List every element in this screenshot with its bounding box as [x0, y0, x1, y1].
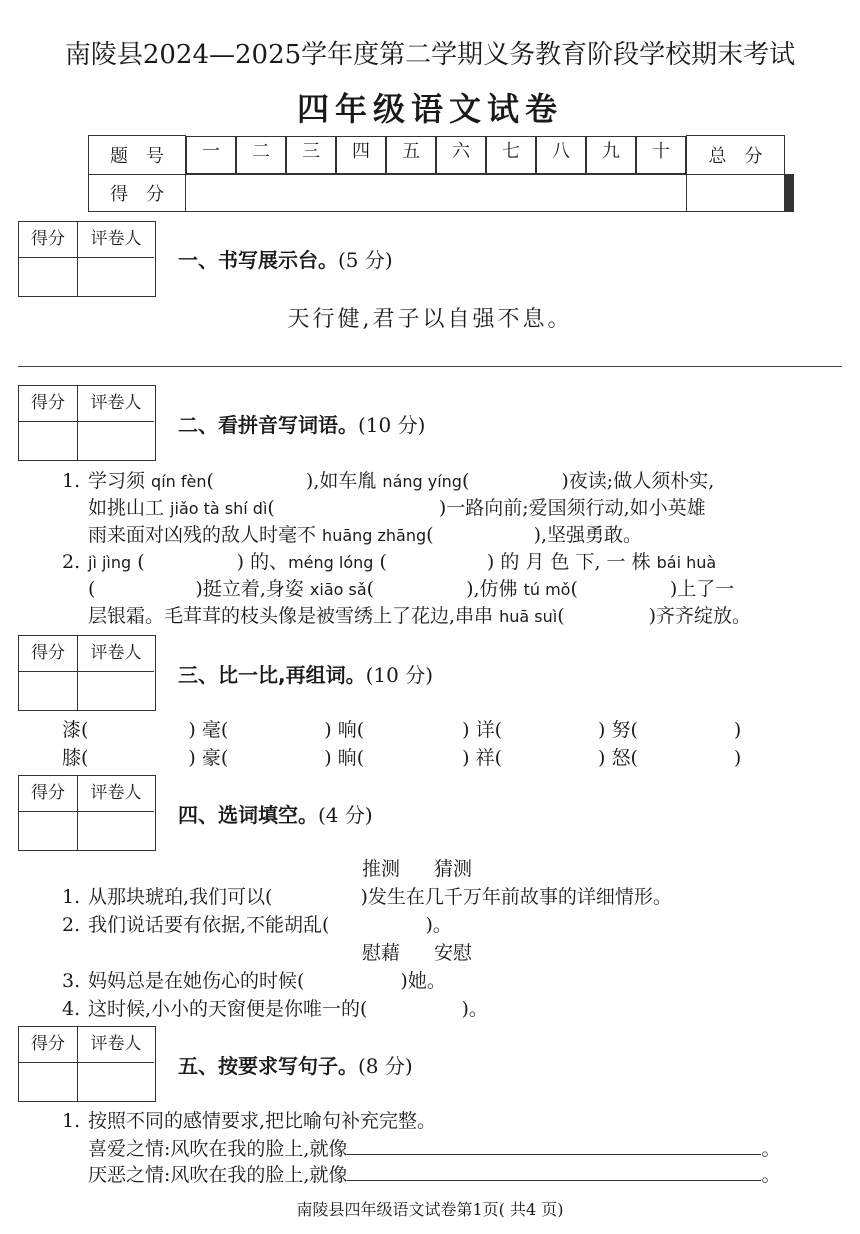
- grader-reviewer-cell[interactable]: [78, 1063, 154, 1101]
- score-table-col: 五: [386, 136, 436, 174]
- text: 层银霜。毛茸茸的枝头像是被雪绣上了花边,串串: [88, 605, 500, 627]
- pinyin: jiǎo tà shí dì: [170, 499, 268, 518]
- text: 。: [761, 1164, 781, 1186]
- score-table-col: 十: [636, 136, 686, 174]
- grader-score-label: 得分: [19, 636, 78, 672]
- word-choices-2: [362, 940, 472, 966]
- score-table-col: 一: [186, 136, 236, 174]
- q4-3: [62, 968, 446, 994]
- score-table-col: 四: [336, 136, 386, 174]
- q2-2-line-3: [88, 603, 751, 630]
- question-number: 2.: [62, 551, 81, 573]
- text: )她。: [400, 970, 446, 992]
- grader-score-cell[interactable]: [19, 1063, 78, 1101]
- question-number: 1.: [62, 1110, 81, 1132]
- text: ) 的 月 色 下, 一 株: [486, 551, 657, 573]
- text: 这时候,小小的天窗便是你唯一的(: [88, 998, 368, 1020]
- paren: (: [570, 578, 578, 600]
- text: )一路向前;爱国须行动,如小英雄: [438, 497, 706, 519]
- section-2-heading: [178, 409, 425, 438]
- text: )。: [461, 998, 488, 1020]
- section-1-title: 一、书写展示台。: [178, 248, 338, 272]
- grader-reviewer-label: 评卷人: [78, 636, 154, 672]
- pinyin: tú mǒ: [523, 580, 571, 599]
- text: 。: [761, 1138, 781, 1160]
- question-number: 4.: [62, 998, 81, 1020]
- pinyin: jì jìng: [88, 553, 132, 572]
- grader-score-label: 得分: [19, 386, 78, 422]
- text: )发生在几千万年前故事的详细情形。: [360, 886, 672, 908]
- q5-1: [62, 1108, 436, 1134]
- text: )挺立着,身姿: [195, 578, 310, 600]
- paper-title: 四年级语文试卷: [296, 90, 563, 128]
- char-prompt: ) 毫(: [188, 719, 229, 741]
- section-4-points: (4 分): [318, 803, 373, 827]
- paren: (: [557, 605, 565, 627]
- score-table-label-score: 得 分: [89, 174, 186, 211]
- q2-2-line-1: [62, 549, 716, 576]
- char-prompt: ) 努(: [598, 719, 638, 741]
- text: )夜读;做人须朴实,: [561, 470, 715, 492]
- paren: (: [131, 551, 145, 573]
- text: 喜爱之情:风吹在我的脸上,就像: [88, 1138, 348, 1160]
- question-number: 2.: [62, 914, 81, 936]
- question-number: 1.: [62, 886, 81, 908]
- char-prompt: 漆(: [62, 719, 89, 741]
- text: 雨来面对凶残的敌人时毫不: [88, 524, 323, 546]
- text: )齐齐绽放。: [648, 605, 752, 627]
- text: 我们说话要有依据,不能胡乱(: [88, 914, 330, 936]
- score-table: [88, 135, 794, 212]
- score-table-label-question: 题 号: [89, 136, 186, 175]
- section-4-heading: [178, 799, 373, 828]
- char-prompt: ): [733, 747, 742, 769]
- pinyin: bái huà: [656, 553, 717, 572]
- text: 按照不同的感情要求,把比喻句补充完整。: [88, 1110, 437, 1132]
- score-table-total: 总 分: [687, 136, 785, 175]
- score-table-col: 二: [236, 136, 286, 174]
- grader-reviewer-label: 评卷人: [78, 386, 154, 422]
- q4-1: [62, 884, 672, 910]
- grader-box-5: [18, 1026, 156, 1102]
- pinyin: méng lóng: [288, 553, 374, 572]
- q2-2-line-2: [88, 576, 734, 603]
- grader-reviewer-cell[interactable]: [78, 422, 154, 460]
- score-cell[interactable]: [186, 174, 687, 211]
- word-choice: 猜测: [434, 858, 473, 880]
- pinyin: qín fèn: [151, 472, 207, 491]
- text: ),仿佛: [466, 578, 524, 600]
- paren: (: [267, 497, 275, 519]
- score-table-col: 七: [486, 136, 536, 174]
- section-3-title: 三、比一比,再组词。: [178, 663, 366, 687]
- score-table-col: 九: [586, 136, 636, 174]
- grader-score-cell[interactable]: [19, 258, 78, 296]
- section-5-heading: [178, 1050, 413, 1079]
- grader-score-cell[interactable]: [19, 422, 78, 460]
- text: 学习须: [88, 470, 152, 492]
- text: ),坚强勇敢。: [533, 524, 643, 546]
- score-cell[interactable]: [687, 174, 785, 211]
- section-5-points: (8 分): [358, 1054, 413, 1078]
- question-number: 3.: [62, 970, 81, 992]
- text: 妈妈总是在她伤心的时候(: [88, 970, 305, 992]
- char-prompt: ) 响(: [324, 719, 365, 741]
- exam-title: 南陵县2024—2025学年度第二学期义务教育阶段学校期末考试: [64, 40, 796, 70]
- q2-1-line-2: [88, 495, 706, 522]
- score-table-col: 六: [436, 136, 486, 174]
- word-choice: 推测: [362, 858, 401, 880]
- section-5-title: 五、按要求写句子。: [178, 1054, 358, 1078]
- text: )。: [425, 914, 452, 936]
- text: 如挑山工: [88, 497, 171, 519]
- paren: (: [88, 578, 96, 600]
- text: 厌恶之情:风吹在我的脸上,就像: [88, 1164, 348, 1186]
- grader-reviewer-cell[interactable]: [78, 258, 154, 296]
- paren: (: [373, 551, 387, 573]
- pinyin: náng yíng: [382, 472, 462, 491]
- word-choice: 安慰: [434, 942, 473, 964]
- grader-reviewer-cell[interactable]: [78, 672, 154, 710]
- pinyin: xiāo sǎ: [309, 580, 367, 599]
- grader-reviewer-label: 评卷人: [78, 222, 154, 258]
- q2-1-line-1: [62, 468, 714, 495]
- char-prompt: 膝(: [62, 747, 89, 769]
- compare-row-2: [62, 745, 741, 771]
- answer-line[interactable]: [347, 1162, 761, 1181]
- char-prompt: ): [733, 719, 742, 741]
- motto-text: 天行健,君子以自强不息。: [287, 307, 573, 332]
- paren: (: [366, 578, 375, 600]
- grader-reviewer-label: 评卷人: [78, 1027, 154, 1063]
- char-prompt: ) 详(: [462, 719, 503, 741]
- pinyin: huā suì: [499, 607, 558, 626]
- grader-box-2: [18, 385, 156, 461]
- pinyin: huāng zhāng: [322, 526, 427, 545]
- answer-line[interactable]: [347, 1136, 761, 1155]
- divider: [18, 366, 842, 367]
- q4-4: [62, 996, 488, 1022]
- page-footer: 南陵县四年级语文试卷第1页( 共4 页): [296, 1200, 564, 1219]
- q5-1-disgust: [88, 1162, 780, 1188]
- q2-1-line-3: [88, 522, 642, 549]
- char-prompt: ) 晌(: [324, 747, 365, 769]
- char-prompt: ) 祥(: [462, 747, 503, 769]
- section-3-points: (10 分): [365, 663, 434, 687]
- q4-2: [62, 912, 452, 938]
- word-choice: 慰藉: [362, 942, 401, 964]
- char-prompt: ) 豪(: [188, 747, 229, 769]
- char-prompt: ) 怒(: [598, 747, 638, 769]
- text: )上了一: [669, 578, 735, 600]
- grader-box-3: [18, 635, 156, 711]
- section-2-points: (10 分): [358, 413, 426, 437]
- paren: (: [461, 470, 470, 492]
- score-table-col: 三: [286, 136, 336, 174]
- score-table-header-row: [89, 136, 794, 175]
- section-1-points: (5 分): [338, 248, 393, 272]
- text: ),如车胤: [305, 470, 383, 492]
- grader-score-label: 得分: [19, 222, 78, 258]
- grader-box-1: [18, 221, 156, 297]
- grader-reviewer-cell[interactable]: [78, 812, 154, 850]
- question-number: 1.: [62, 470, 81, 492]
- score-cell-total[interactable]: [793, 174, 794, 211]
- section-2-title: 二、看拼音写词语。: [178, 413, 358, 437]
- score-table-score-row: [89, 174, 794, 211]
- grader-box-4: [18, 775, 156, 851]
- section-3-heading: [178, 659, 433, 688]
- q5-1-affection: [88, 1136, 780, 1162]
- grader-score-label: 得分: [19, 776, 78, 812]
- paren: (: [426, 524, 434, 546]
- paren: (: [206, 470, 214, 492]
- word-choices-1: [362, 856, 472, 882]
- section-1-heading: [178, 244, 393, 273]
- text: ) 的、: [236, 551, 289, 573]
- section-4-title: 四、选词填空。: [178, 803, 318, 827]
- grader-score-label: 得分: [19, 1027, 78, 1063]
- score-table-col: 八: [536, 136, 586, 174]
- grader-score-cell[interactable]: [19, 812, 78, 850]
- text: 从那块琥珀,我们可以(: [88, 886, 273, 908]
- grader-score-cell[interactable]: [19, 672, 78, 710]
- grader-reviewer-label: 评卷人: [78, 776, 154, 812]
- compare-row-1: [62, 717, 741, 743]
